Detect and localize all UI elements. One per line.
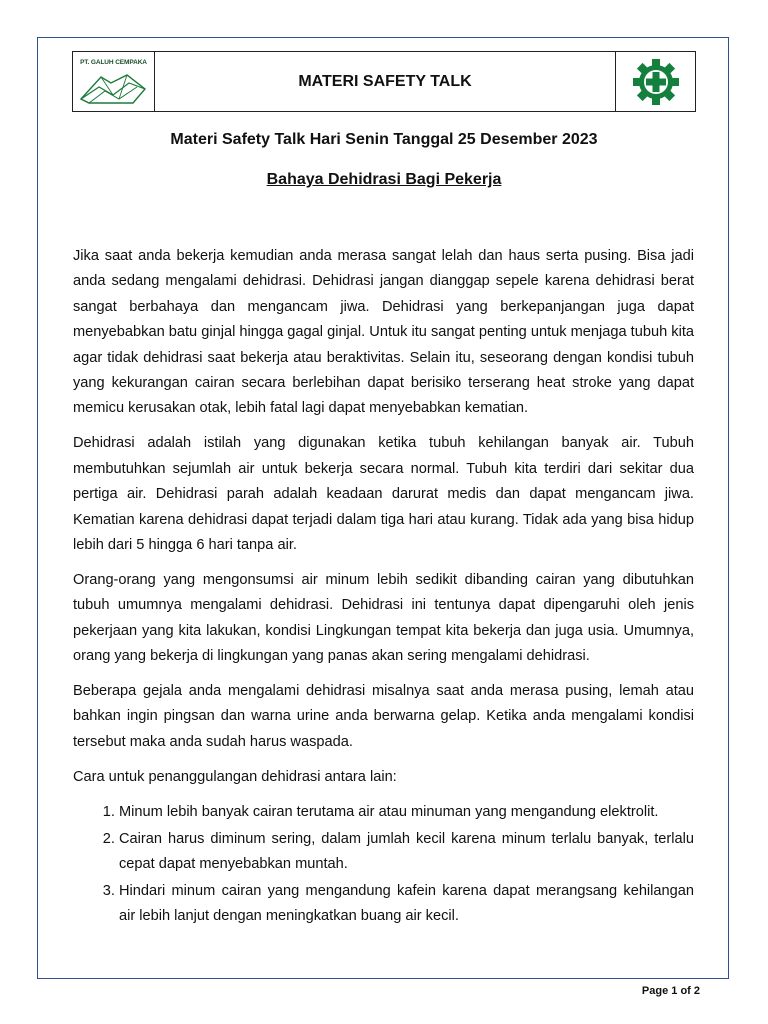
paragraph: Jika saat anda bekerja kemudian anda merasa sangat lelah dan haus serta pusing. Bisa jadi anda sedang mengalami dehidrasi. Dehidrasi jangan dianggap sepele karena dehidrasi berat sangat berbahaya dan mengancam jiwa. Dehidrasi yang berkepanjangan juga dapat menyebabkan batu ginjal hingga gagal ginjal. Untuk itu sangat penting untuk menjaga tubuh kita agar tidak dehidrasi saat bekerja atau beraktivitas. Selain itu, seseorang dengan kondisi tubuh yang kekurangan cairan secara berlebihan dapat berisiko terserang heat stroke yang dapat memicu kerusakan otak, lebih fatal lagi dapat menyebabkan kematian.: [73, 248, 694, 417]
safety-gear-cross-icon: [632, 58, 680, 106]
paragraph: Beberapa gejala anda mengalami dehidrasi misalnya saat anda merasa pusing, lemah atau bahkan ingin pingsan dan warna urine anda berwarna gelap. Ketika anda mengalami kondisi tersebut maka anda sudah harus waspada.: [73, 683, 694, 750]
list-item: 2. Cairan harus diminum sering, dalam jumlah kecil karena minum terlalu banyak, terlalu cepat dapat menyebabkan muntah.: [119, 827, 694, 878]
paragraph: Orang-orang yang mengonsumsi air minum lebih sedikit dibanding cairan yang dibutuhkan tubuh umumnya mengalami dehidrasi. Dehidrasi ini tentunya dapat dipengaruhi oleh jenis pekerjaan yang kita lakukan, kondisi Lingkungan tempat kita bekerja dan juga usia. Umumnya, orang yang bekerja di lingkungan yang panas akan sering mengalami dehidrasi.: [73, 571, 694, 665]
document-body: [73, 244, 694, 931]
document-title: Materi Safety Talk Hari Senin Tanggal 25 Desember 2023: [170, 131, 598, 148]
document-subtitle: [0, 171, 768, 189]
company-logo: [73, 52, 155, 111]
subtitle-text: Bahaya Dehidrasi Bagi Pekerja: [266, 171, 502, 188]
paragraph: Dehidrasi adalah istilah yang digunakan ketika tubuh kehilangan banyak air. Tubuh membutuhkan sejumlah air untuk bekerja secara normal. Tubuh kita terdiri dari sekitar dua pertiga air. Dehidrasi parah adalah keadaan darurat medis dan dapat mengancam jiwa. Kematian karena dehidrasi dapat terjadi dalam tiga hari atau kurang. Tidak ada yang bisa hidup lebih dari 5 hingga 6 hari tanpa air.: [73, 435, 694, 553]
k3-logo: [615, 52, 695, 111]
page-number: Page 1 of 2: [641, 985, 700, 997]
company-name: PT. GALUH CEMPAKA: [80, 59, 147, 66]
paragraph: Cara untuk penanggulangan dehidrasi antara lain:: [73, 768, 397, 785]
document-header: [72, 51, 696, 112]
galuh-cempaka-logo-icon: [79, 69, 149, 107]
list-item: 1. Minum lebih banyak cairan terutama air atau minuman yang mengandung elektrolit.: [119, 800, 694, 825]
header-title: MATERI SAFETY TALK: [298, 72, 472, 90]
list-item: 3. Hindari minum cairan yang mengandung kafein karena dapat merangsang kehilangan air lebih lanjut dengan meningkatkan buang air kecil.: [119, 879, 694, 930]
prevention-list: [73, 800, 694, 930]
